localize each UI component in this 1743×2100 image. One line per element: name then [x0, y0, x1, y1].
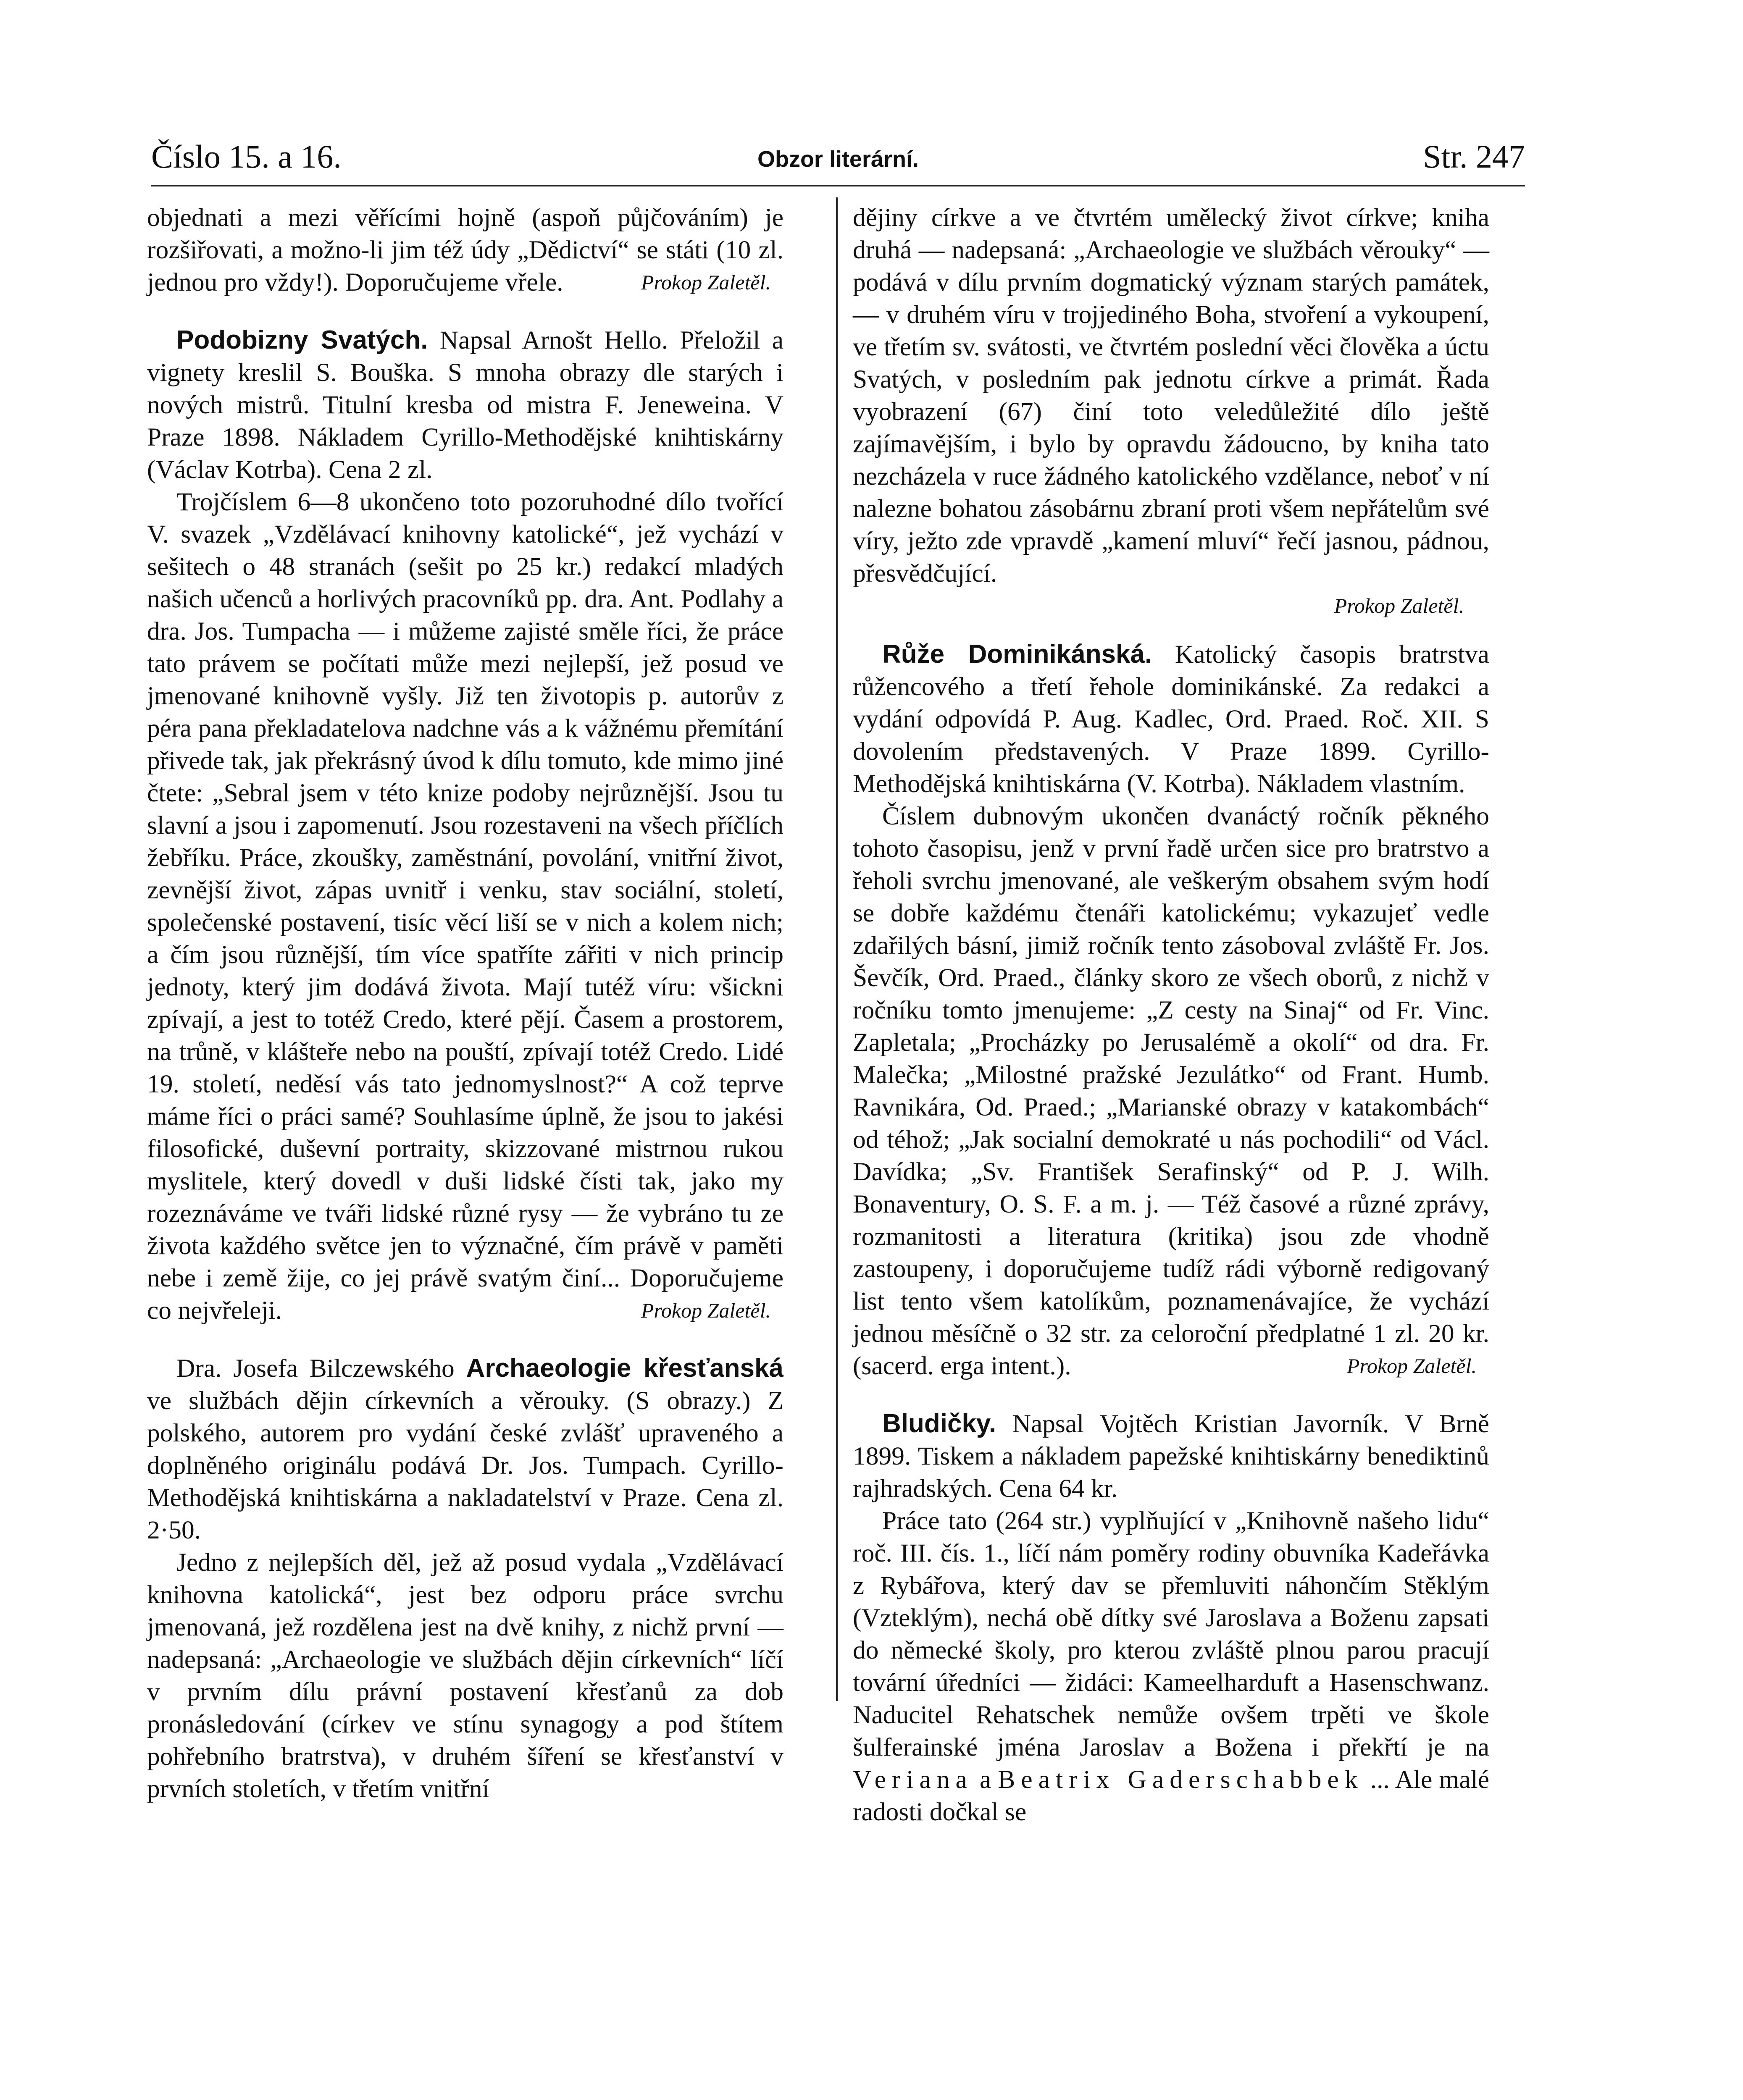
review-heading-paragraph: Růže Dominikánská. Katolický časopis bratrstva růžencového a třetí řehole dominikánské. Za redakci a vydání odpovídá P. Aug. Kadlec, Ord. Praed. Roč. XII. S dovolením představených. V Praze 1899. Cyrillo-Methodějská knihtiskárna (V. Kotrba). Nákladem vlastním. — [853, 640, 1489, 798]
journal-title: Obzor literární. — [757, 147, 919, 172]
review-paragraph: Jedno z nejlepších děl, jež až posud vydala „Vzdělávací knihovna katolická“, jest bez odporu práce svrchu jmenovaná, jež rozdělena jest na dvě knihy, z nichž první — nadepsaná: „Archaeologie ve službách dějin církevních“ líčí v prvním dílu právní postavení křesťanů za dob pronásledování (církev ve stínu synagogy a pod štítem pohřebního bratrstva), v druhém šíření se křesťanství v prvních stoletích, v třetím vnitřní — [147, 1548, 783, 1803]
page-number: Str. 247 — [1423, 138, 1525, 175]
column-rule — [836, 197, 838, 1701]
left-column — [147, 202, 783, 1805]
review-title: Růže Dominikánská. — [882, 640, 1152, 669]
header-rule — [151, 185, 1525, 186]
running-header — [151, 134, 1525, 181]
signature: Prokop Zaletěl. — [641, 270, 771, 294]
review-paragraph: Práce tato (264 str.) vyplňující v „Knihovně našeho lidu“ roč. III. čís. 1., líčí nám poměry rodiny obuvníka Kadeřávka z Rybářova, který dav se přemluviti náhončím Stěklým (Vzteklým), nechá obě dítky své Jaroslava a Boženu zapsati do německé školy, pro kterou zvláště plnou parou pracují tovární úředníci — židáci: Kameelharduft a Hasenschwanz. Naducitel Rehatschek nemůže ovšem trpěti ve škole šulferainské jména Jaroslav a Božena i překřtí je na Veriana a Beatrix Gaderschabbek ... Ale malé radosti dočkal se — [853, 1507, 1490, 1826]
review-paragraph: Číslem dubnovým ukončen dvanáctý ročník pěkného tohoto časopisu, jenž v první řadě určen sice pro bratrstvo a řeholi svrchu jmenované, ale veškerým obsahem svým hodí se dobře každému čtenáři katolickému; vykazujeť vedle zdařilých básní, jimiž ročník tento zásoboval zvláště Fr. Jos. Ševčík, Ord. Praed., články skoro ze všech oborů, z nichž v ročníku tomto jmenujeme: „Z cesty na Sinaj“ od Fr. Vinc. Zapletala; „Procházky po Jerusalémě a okolí“ od dra. Fr. Malečka; „Milostné pražské Jezulátko“ od Frant. Humb. Ravnikára, Od. Praed.; „Marianské obrazy v katakombách“ od téhož; „Jak socialní demokraté u nás pochodili“ od Václ. Davídka; „Sv. František Serafinský“ od P. J. Wilh. Bonaventury, O. S. F. a m. j. — Též časové a různé zprávy, rozmanitosti a literatura (kritika) jsou zde vhodně zastoupeny, i doporučujeme tudíž rádi výborně redigovaný list tento všem katolíkům, poznamenávajíce, že vychází jednou měsíčně o 32 str. za celoroční předplatné 1 zl. 20 kr. (sacerd. erga intent.). Prokop Zaletěl. — [853, 800, 1489, 1382]
review-heading-paragraph: Dra. Josefa Bilczewského Archaeologie křesťanská ve službách dějin církevních a věrouky. (S obrazy.) Z polského, autorem pro vydání české zvlášť upraveného a doplněného originálu podává Dr. Jos. Tumpach. Cyrillo-Methodějská knihtiskárna a nakladatelství v Praze. Cena zl. 2·50. — [147, 1354, 784, 1544]
review-paragraph: Trojčíslem 6—8 ukončeno toto pozoruhodné dílo tvořící V. svazek „Vzdělávací knihovny katolické“, jež vychází v sešitech o 48 stranách (sešit po 25 kr.) redakcí mladých našich učenců a horlivých pracovníků pp. dra. Ant. Podlahy a dra. Jos. Tumpacha — i můžeme zajisté směle říci, že práce tato právem se počítati může mezi nejlepší, jež posud ve jmenované knihovně vyšly. Již ten životopis p. autorův z péra pana překladatelova nadchne vás a k vážnému přemítání přivede tak, jak překrásný úvod k dílu tomuto, kde mimo jiné čtete: „Sebral jsem v této knize podoby nejrůznější. Jsou tu slavní a jsou i zapomenutí. Jsou rozestaveni na všech příčlích žebříku. Práce, zkoušky, zaměstnání, povolání, vnitřní život, zevnější život, zápas uvnitř i venku, stav sociální, století, společenské postavení, tisíc věcí liší se v nich a kolem nich; a čím jsou různější, tím více spatříte zářiti v nich princip jednoty, který jim dodává života. Mají tutéž víru: všickni zpívají, a jest to totéž Credo, které pějí. Časem a prostorem, na trůně, v klášteře nebo na pouští, zpívají totéž Credo. Lidé 19. století, neděsí vás tato jednomyslnost?“ A což teprve máme říci o práci samé? Souhlasíme úplně, že jsou to jakési filosofické, duševní portraity, skizzované mistrnou rukou myslitele, který dovedl v duši lidské čísti tak, jako my rozeznáváme ve tváři lidské různé rysy — že vybráno tu ze života každého světce jen to význačné, čím právě v paměti nebe i země žije, co jej právě svatým činí... Doporučujeme co nejvřeleji. Prokop Zaletěl. — [147, 486, 783, 1327]
signature: Prokop Zaletěl. — [1346, 1354, 1477, 1378]
review-heading-paragraph: Bludičky. Napsal Vojtěch Kristian Javorník. V Brně 1899. Tiskem a nákladem papežské knihtiskárny benediktinů rajhradských. Cena 64 kr. — [853, 1409, 1489, 1503]
right-column — [853, 202, 1489, 1828]
review-title: Bludičky. — [882, 1409, 996, 1438]
signature: Prokop Zaletěl. — [1334, 594, 1464, 617]
signature: Prokop Zaletěl. — [641, 1299, 771, 1322]
review-title: Archaeologie křesťanská — [466, 1354, 784, 1383]
issue-number: Číslo 15. a 16. — [151, 138, 342, 175]
review-paragraph: dějiny církve a ve čtvrtém umělecký život církve; kniha druhá — nadepsaná: „Archaeologie ve službách věrouky“ — podává v dílu prvním dogmatický význam starých památek, — v druhém víru v trojjediného Boha, stvoření a vykoupení, ve třetím sv. svátosti, ve čtvrtém poslední věci člověka a úctu Svatých, v posledním pak jednotu církve a primát. Řada vyobrazení (67) činí toto veledůležité dílo ještě zajímavějším, i bylo by opravdu žádoucno, by kniha tato nezcházela v ruce žádného katolického vzdělance, neboť v ní nalezne bohatou zásobárnu zbraní proti všem nepřátelům své víry, ježto zde vpravdě „kamení mluví“ řečí jasnou, pádnou, přesvědčující. — [853, 203, 1489, 588]
review-paragraph: objednati a mezi věřícími hojně (aspoň půjčováním) je rozšiřovati, a možno-li jim též údy „Dědictví“ se státi (10 zl. jednou pro vždy!). Doporučujeme vřele. Prokop Zaletěl. — [147, 202, 783, 299]
review-heading-paragraph: Podobizny Svatých. Napsal Arnošt Hello. Přeložil a vignety kreslil S. Bouška. S mnoha obrazy dle starých i nových mistrů. Titulní kresba od mistra F. Jeneweina. V Praze 1898. Nákladem Cyrillo-Methodějské knihtiskárny (Václav Kotrba). Cena 2 zl. — [147, 326, 783, 484]
review-title: Podobizny Svatých. — [176, 326, 428, 354]
